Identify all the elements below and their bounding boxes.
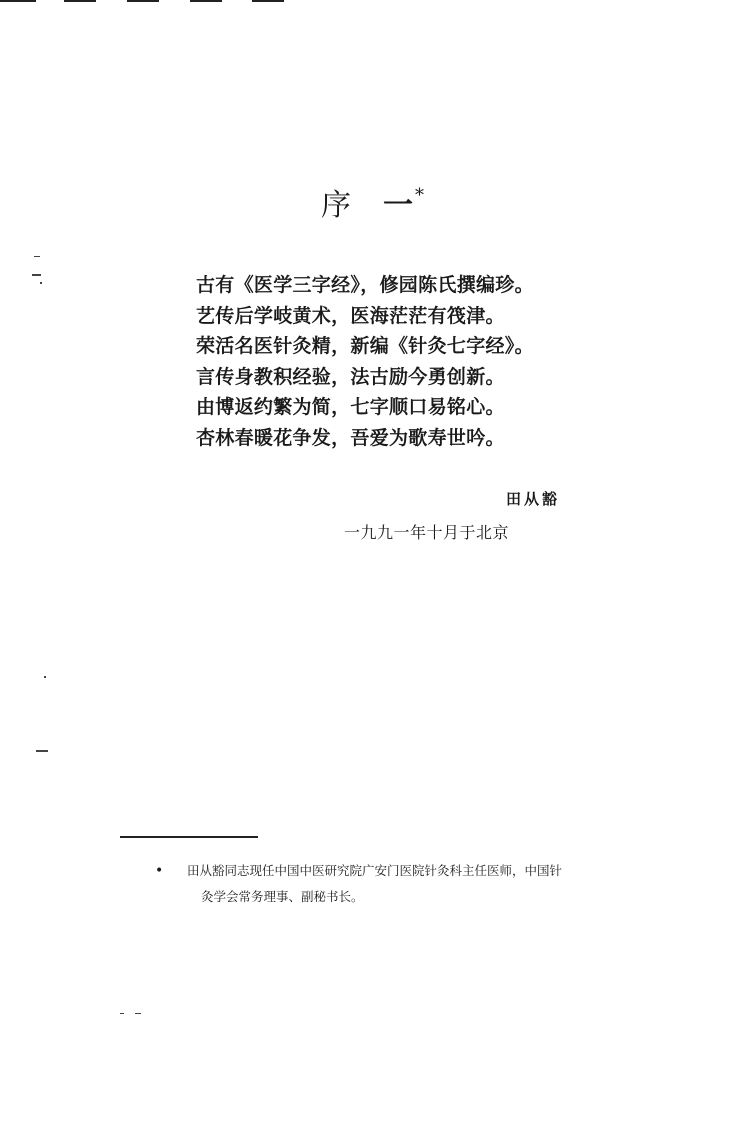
- scan-speck: [44, 676, 46, 678]
- date-place: 一九九一年十月于北京: [344, 523, 510, 542]
- footnote-bullet: •: [155, 863, 164, 879]
- title-number: 一: [383, 188, 415, 223]
- top-cut-mark: [190, 0, 222, 2]
- page-title: [0, 180, 747, 224]
- author-name: 田从豁: [505, 490, 560, 508]
- poem-line: 古有《医学三字经》，修园陈氏撰编珍。: [196, 274, 534, 296]
- scan-speck: [135, 1013, 141, 1014]
- title-text: 序: [321, 188, 353, 223]
- title-footnote-marker: *: [415, 185, 426, 206]
- poem-line: 荣活名医针灸精，新编《针灸七字经》。: [196, 335, 534, 357]
- poem-line: 杏林春暖花争发，吾爱为歌寿世吟。: [196, 426, 505, 449]
- top-cut-mark: [252, 0, 284, 2]
- scan-speck: [120, 1013, 124, 1014]
- scan-speck: [34, 256, 40, 257]
- footnote-text-1: 田从豁同志现任中国中医研究院广安门医院针灸科主任医师，中国针: [187, 863, 563, 878]
- poem-line: 由博返约繁为简，七字顺口易铭心。: [196, 396, 505, 418]
- footnote-line-1: [155, 858, 655, 884]
- poem-line: 艺传后学岐黄术，医海茫茫有筏津。: [196, 304, 505, 327]
- scan-speck: [36, 750, 48, 752]
- footnote: [155, 858, 655, 910]
- poem: [196, 270, 596, 453]
- top-cut-mark: [64, 0, 96, 2]
- scan-speck: [40, 282, 42, 284]
- top-cut-mark: [0, 0, 36, 2]
- top-cut-mark: [127, 0, 159, 2]
- scan-speck: [32, 274, 41, 276]
- footnote-divider: [120, 836, 258, 838]
- poem-line: 言传身教积经验，法古励今勇创新。: [196, 365, 505, 388]
- footnote-text-2: 灸学会常务理事、副秘书长。: [201, 889, 364, 904]
